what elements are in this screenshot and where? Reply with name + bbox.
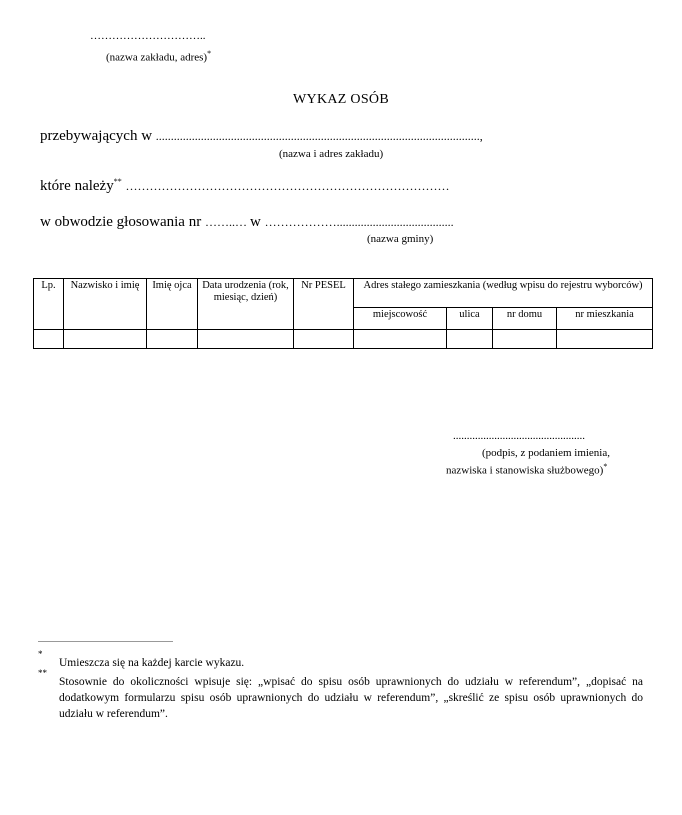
institution-label — [106, 49, 211, 64]
line-obwod-dots2: ………………....................................... — [264, 215, 454, 229]
facility-address-label: (nazwa i adres zakładu) — [279, 148, 384, 160]
line-ktore-nalezy-mark: ** — [113, 177, 122, 186]
page-title: WYKAZ OSÓB — [293, 92, 389, 107]
table-cell[interactable] — [198, 330, 294, 349]
table-header-row — [34, 279, 653, 308]
footnote-1-mark: * — [38, 649, 43, 659]
footnote-separator — [38, 641, 173, 642]
footnote-1-text: Umieszcza się na każdej karcie wykazu. — [59, 657, 245, 669]
col-header-miejscowosc: miejscowość — [354, 308, 447, 330]
col-header-ulica: ulica — [447, 308, 493, 330]
signature-footnote-mark: * — [603, 462, 608, 471]
signature-label-line2-text: nazwiska i stanowiska służbowego) — [446, 464, 604, 477]
col-header-nazwisko: Nazwisko i imię — [64, 279, 147, 330]
line-ktore-nalezy-dots: ……………………………………………………………………… — [125, 179, 450, 193]
gmina-label: (nazwa gminy) — [367, 233, 434, 245]
line-obwod — [40, 214, 454, 231]
institution-dots: ………………………….. — [90, 30, 206, 42]
signature-label-line2 — [446, 462, 607, 477]
signature-label-line1: (podpis, z podaniem imienia, — [482, 447, 610, 459]
table-cell[interactable] — [64, 330, 147, 349]
table-cell[interactable] — [354, 330, 447, 349]
col-header-data-urodzenia: Data urodzenia (rok, miesiąc, dzień) — [198, 279, 294, 330]
line-przebywajacych — [40, 128, 483, 145]
line-ktore-nalezy — [40, 177, 449, 195]
line-obwod-mid: w — [249, 214, 261, 230]
table-cell[interactable] — [493, 330, 557, 349]
footnote-2-text: Stosownie do okoliczności wpisuje się: „wpisać do spisu osób uprawnionych do udziału w referendum”, „dopisać na dodatkowym formularzu spisu osób uprawnionych do udziału w referendum”, „skreślić ze spisu osób uprawnionych do udziału w referendum”. — [59, 676, 643, 720]
col-header-lp: Lp. — [34, 279, 64, 330]
table-cell[interactable] — [557, 330, 653, 349]
table-row — [34, 330, 653, 349]
col-header-adres: Adres stałego zamieszkania (według wpisu do rejestru wyborców) — [354, 279, 653, 308]
line-ktore-nalezy-text: które należy — [40, 178, 114, 194]
table-cell[interactable] — [34, 330, 64, 349]
line-przebywajacych-dots: ............................................................................................................, — [155, 129, 483, 143]
line-obwod-text: w obwodzie głosowania nr — [40, 214, 202, 230]
col-header-imie-ojca: Imię ojca — [147, 279, 198, 330]
table-cell[interactable] — [294, 330, 354, 349]
line-obwod-dots1: ……..… — [204, 215, 250, 229]
col-header-pesel: Nr PESEL — [294, 279, 354, 330]
signature-dots: ................................................ — [453, 430, 585, 442]
line-przebywajacych-text: przebywających w — [40, 128, 153, 144]
col-header-nr-domu: nr domu — [493, 308, 557, 330]
institution-label-text: (nazwa zakładu, adres) — [106, 51, 208, 64]
institution-footnote-mark: * — [207, 49, 212, 58]
table-cell[interactable] — [447, 330, 493, 349]
persons-table — [33, 278, 653, 349]
table-cell[interactable] — [147, 330, 198, 349]
col-header-nr-mieszkania: nr mieszkania — [557, 308, 653, 330]
footnote-2-mark: ** — [38, 668, 47, 678]
